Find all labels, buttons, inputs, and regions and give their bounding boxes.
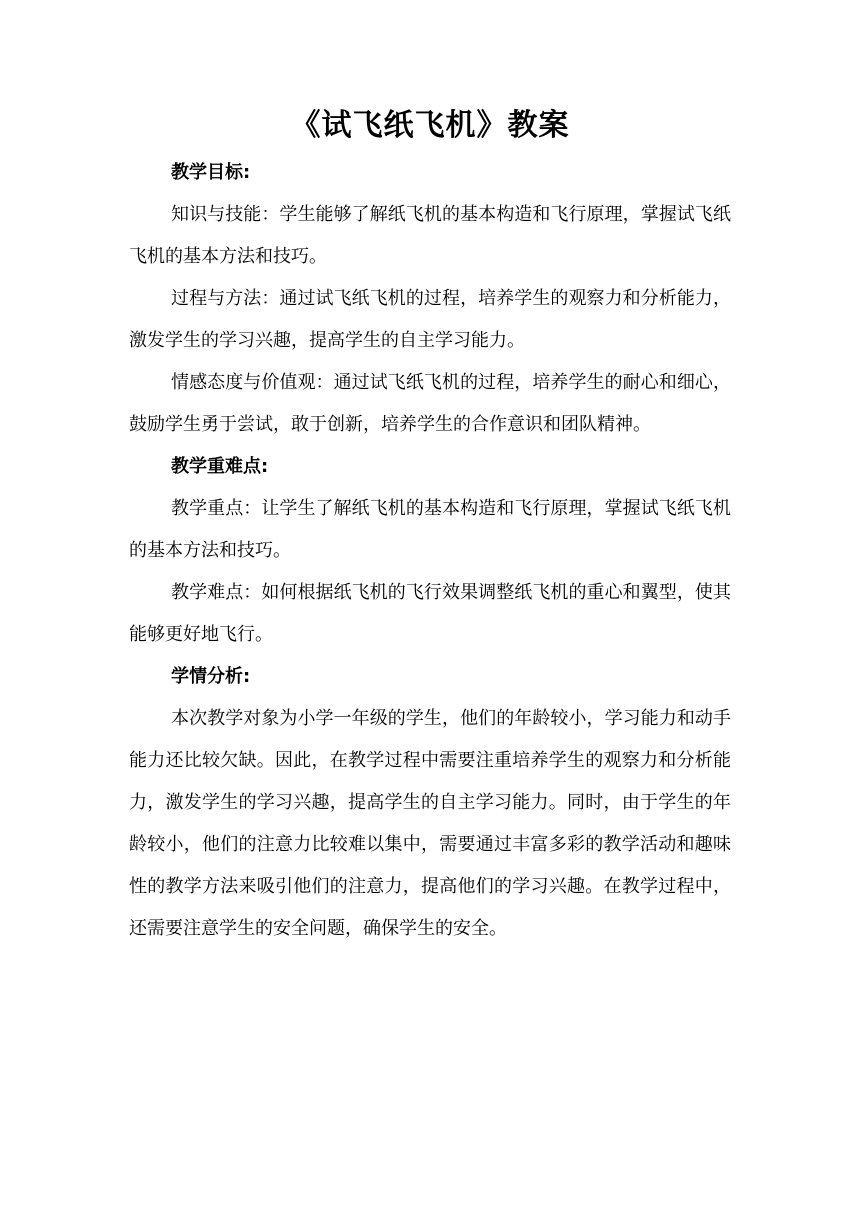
document-body <box>129 152 731 950</box>
document-title: 《试飞纸飞机》教案 <box>290 108 570 143</box>
section-learner-analysis <box>129 656 731 950</box>
paragraph: 情感态度与价值观：通过试飞纸飞机的过程，培养学生的耐心和细心，鼓励学生勇于尝试，敢于创新，培养学生的合作意识和团队精神。 <box>129 372 731 435</box>
section-heading: 学情分析: <box>171 666 251 687</box>
section-key-difficulties <box>129 446 731 656</box>
section-heading: 教学目标: <box>171 162 251 183</box>
section-heading: 教学重难点: <box>171 456 269 477</box>
paragraph: 本次教学对象为小学一年级的学生，他们的年龄较小，学习能力和动手能力还比较欠缺。因此，在教学过程中需要注重培养学生的观察力和分析能力，激发学生的学习兴趣，提高学生的自主学习能力。同时，由于学生的年龄较小，他们的注意力比较难以集中，需要通过丰富多彩的教学活动和趣味性的教学方法来吸引他们的注意力，提高他们的学习兴趣。在教学过程中，还需要注意学生的安全问题，确保学生的安全。 <box>129 708 731 939</box>
paragraph: 教学重点：让学生了解纸飞机的基本构造和飞行原理，掌握试飞纸飞机的基本方法和技巧。 <box>129 498 731 561</box>
section-teaching-objectives <box>129 152 731 446</box>
paragraph: 教学难点：如何根据纸飞机的飞行效果调整纸飞机的重心和翼型，使其能够更好地飞行。 <box>129 582 731 645</box>
paragraph: 知识与技能：学生能够了解纸飞机的基本构造和飞行原理，掌握试飞纸飞机的基本方法和技巧。 <box>129 204 731 267</box>
paragraph: 过程与方法：通过试飞纸飞机的过程，培养学生的观察力和分析能力，激发学生的学习兴趣，提高学生的自主学习能力。 <box>129 288 731 351</box>
